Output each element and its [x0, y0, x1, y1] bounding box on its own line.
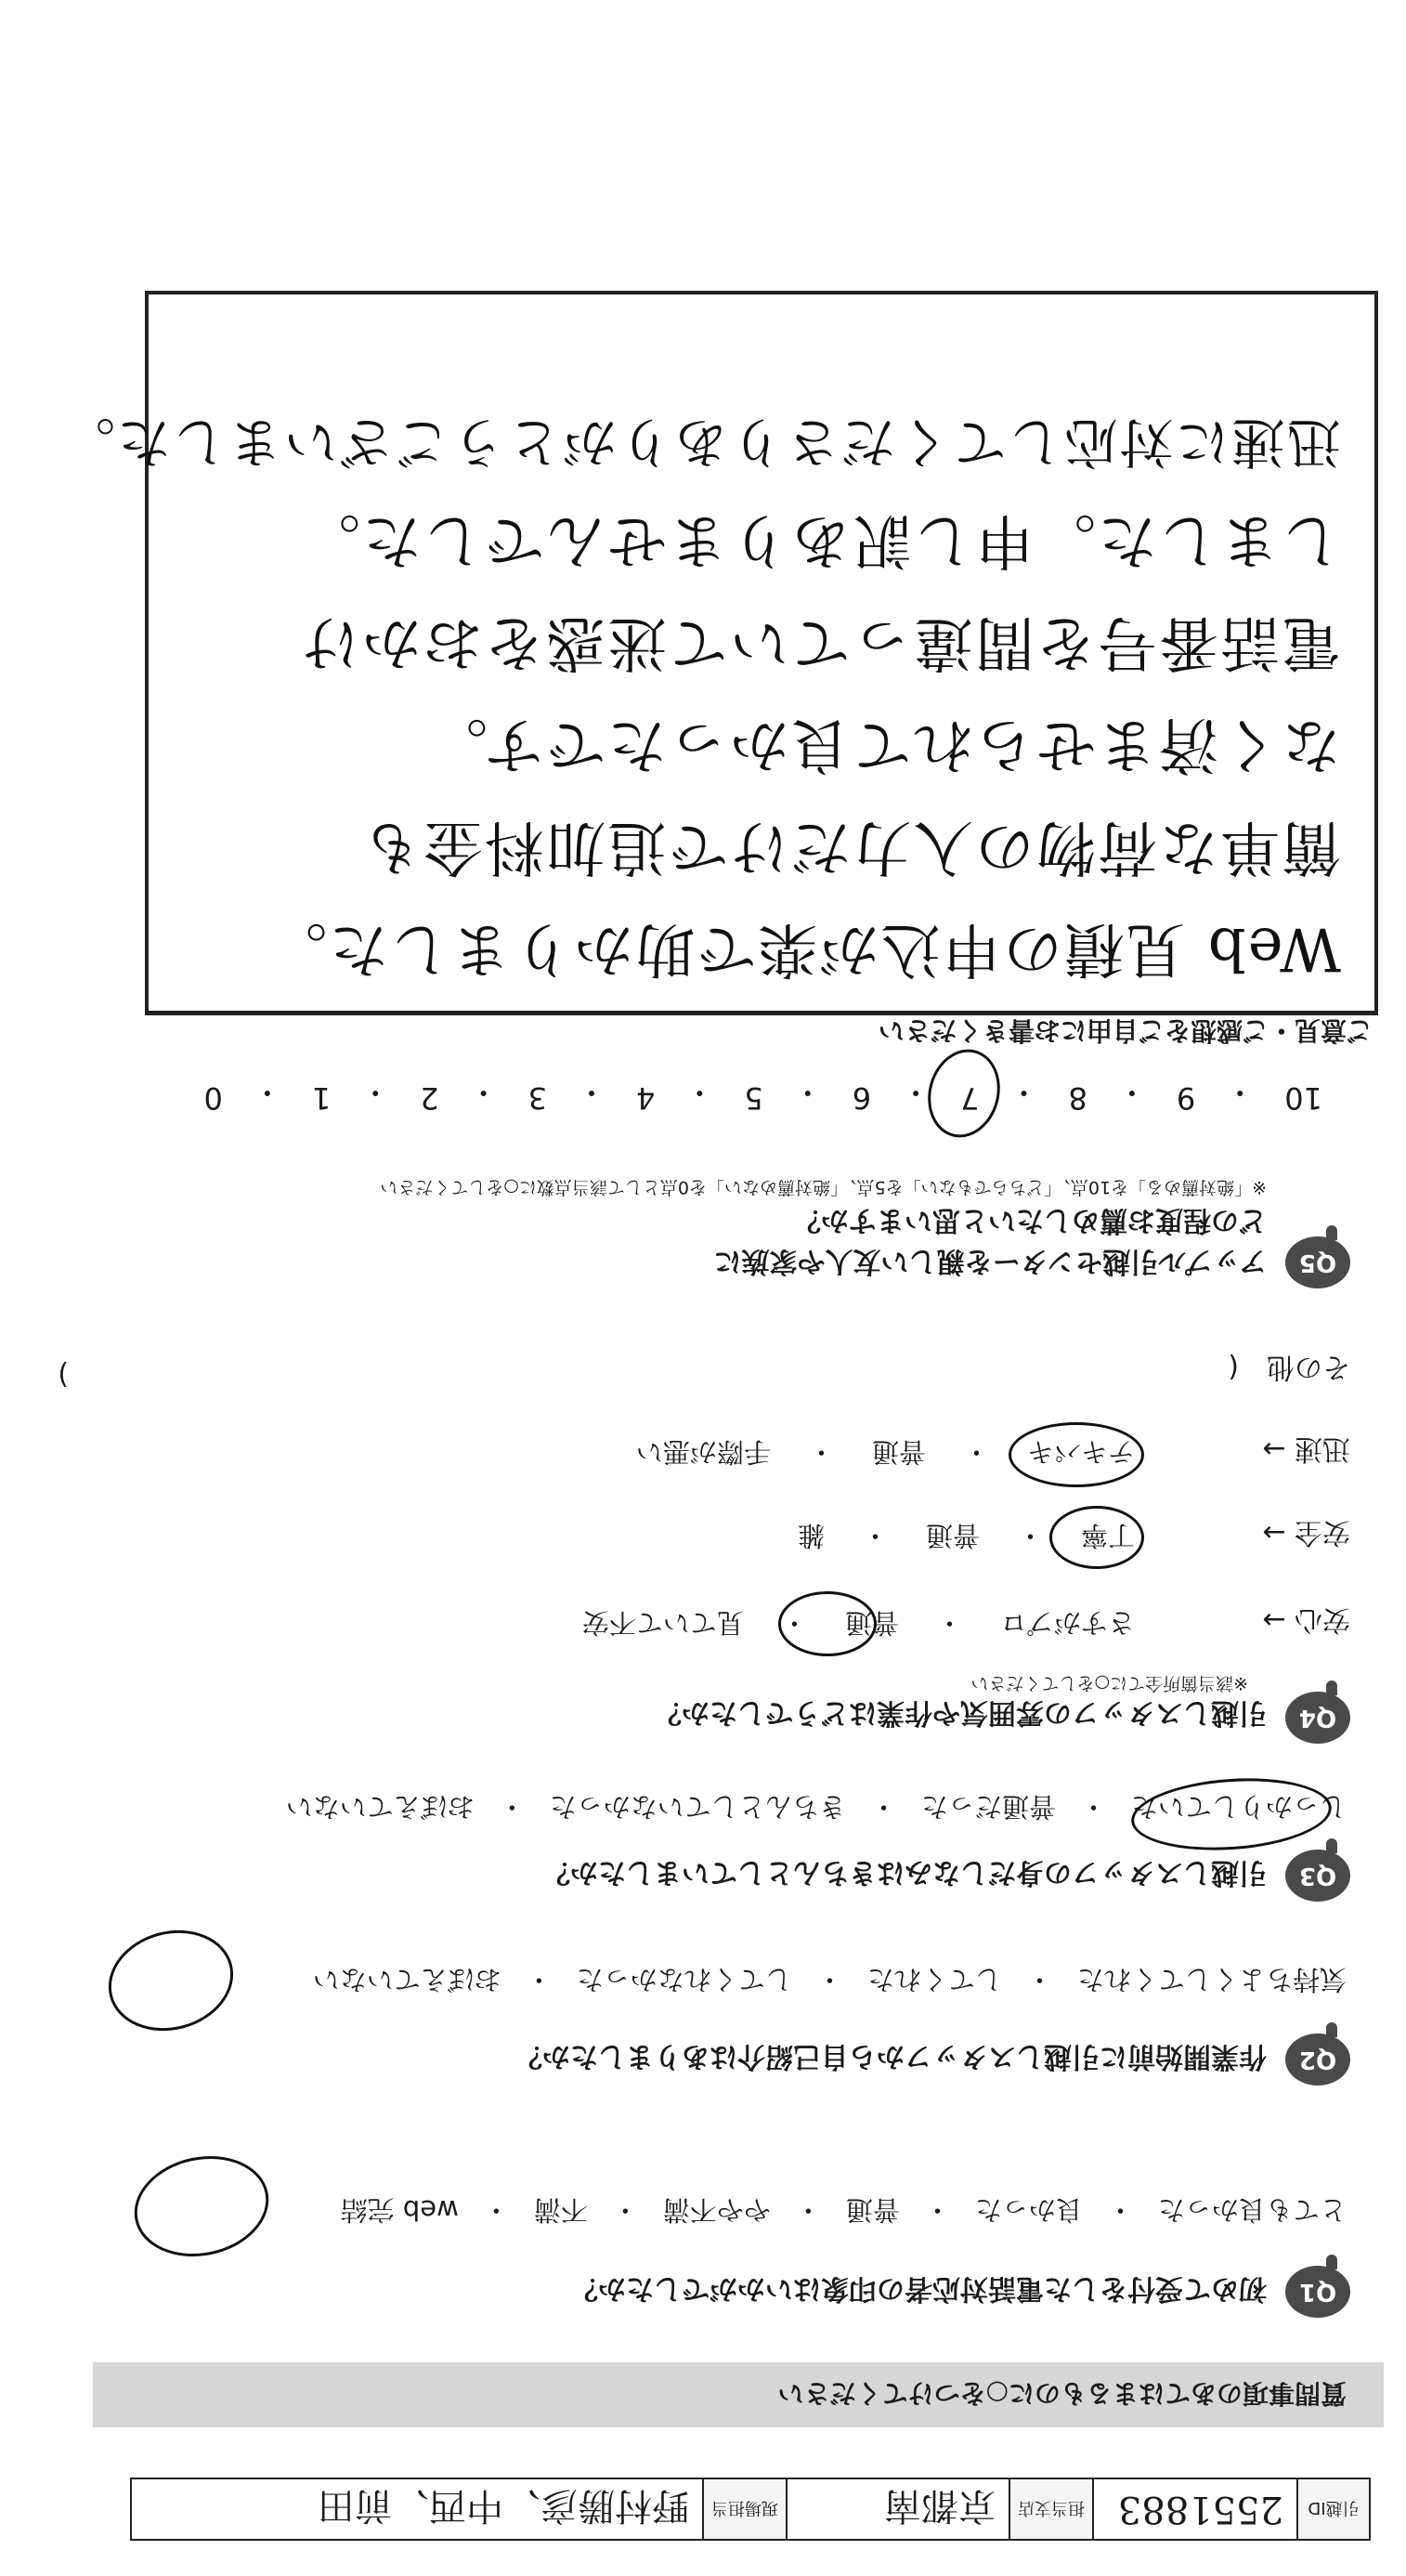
- q2-option[interactable]: してくれた: [866, 1964, 1002, 1995]
- q4-question: 引越しスタッフの雰囲気や作業はどうでしたか？: [654, 1696, 1267, 1729]
- q2-answer-circle: [98, 1916, 245, 2045]
- q4-other-close: ): [58, 1358, 69, 1391]
- comment-line: 電話番号を間違っていて迷惑をおかけ: [299, 608, 1341, 676]
- branch-label: 担当支店: [1009, 2479, 1092, 2539]
- q5-question-line1: アップル引越センターを親しい友人や家族に: [713, 1245, 1267, 1277]
- q5-badge: Q5: [1285, 1236, 1350, 1288]
- q1-option[interactable]: やや不満: [662, 2194, 771, 2226]
- q4-row1-option[interactable]: 見ていて不安: [581, 1607, 744, 1639]
- comment-line: なく済ませられて良かったです。: [426, 710, 1341, 778]
- q1-options: とても良かった ・ 良かった ・ 普通 ・ やや不満 ・ 不満 ・ web 完結: [341, 2192, 1347, 2230]
- q4-row2-option-selected[interactable]: 丁寧: [1080, 1520, 1135, 1551]
- instructions-banner: 質問事項のあてはまるものに○をつけてください: [93, 2362, 1384, 2427]
- q1-badge: Q1: [1285, 2266, 1350, 2318]
- comment-line: 迅速に対応してくださりありがとうございました。: [59, 411, 1341, 474]
- q2-option[interactable]: 気持ちよくしてくれた: [1076, 1964, 1347, 1995]
- id-value: 2551883: [1092, 2479, 1296, 2539]
- q1-question: 初めて受付をした電話対応者の印象はいかがでしたか？: [570, 2272, 1267, 2305]
- q5-score[interactable]: 1: [311, 1080, 332, 1116]
- q5-question-line2: どの程度お薦めしたいと思いますか？: [793, 1204, 1267, 1236]
- q4-other: その他 (: [1228, 1351, 1350, 1383]
- q4-row-options: さすがプロ ・ 普通 ・ 見ていて不安: [582, 1605, 1135, 1643]
- q4-note: ※該当箇所全てに○をしてください: [970, 1673, 1248, 1693]
- q2-question: 作業開始前に引越しスタッフから自己紹介はありましたか？: [514, 2040, 1267, 2073]
- q4-row2-option[interactable]: 普通: [925, 1520, 980, 1551]
- q5-score[interactable]: 10: [1284, 1080, 1322, 1116]
- staff-label: 現場担当: [702, 2479, 786, 2539]
- comments-title: ご意見・ご感想をご自由にお書きください: [878, 1015, 1373, 1046]
- q3-option[interactable]: 普通だった: [920, 1791, 1056, 1823]
- q5-score[interactable]: 7: [960, 1080, 980, 1116]
- q3-question: 引越しスタッフの身だしなみはきちんとしていましたか？: [542, 1856, 1267, 1889]
- q1-option[interactable]: 良かった: [974, 2194, 1083, 2226]
- q3-badge: Q3: [1285, 1850, 1350, 1902]
- q2-options: 気持ちよくしてくれた ・ してくれた ・ してくれなかった ・ おぼえていない: [313, 1962, 1347, 2000]
- branch-value: 京都南: [786, 2479, 1009, 2539]
- q4-row-label: 安心 →: [1262, 1603, 1350, 1636]
- q5-score[interactable]: 9: [1176, 1080, 1196, 1116]
- q3-option-selected[interactable]: しっかりしていた: [1130, 1791, 1347, 1823]
- q5-note: ※「絶対薦める」を10点、「どちらでもない」を5点、「絶対薦めない」を0点として該当点数に○をしてください: [380, 1177, 1267, 1197]
- q5-score[interactable]: 5: [744, 1080, 763, 1116]
- comment-line: しました。申し訳ありませんでした。: [299, 505, 1341, 574]
- q3-option[interactable]: おぼえていない: [285, 1791, 475, 1823]
- q4-row-options: テキパキ ・ 普通 ・ 手際が悪い: [636, 1434, 1135, 1472]
- q5-score-selected[interactable]: 8: [1068, 1080, 1087, 1116]
- q5-score[interactable]: 3: [527, 1080, 548, 1116]
- q5-scale: 10 ・ 9 ・ 8 ・ 7 ・ 6 ・ 5 ・ 4 ・ 3 ・ 2 ・ 1 ・ 0: [203, 1075, 1322, 1116]
- q5-score[interactable]: 4: [636, 1080, 656, 1116]
- q1-option[interactable]: とても良かった: [1157, 2194, 1347, 2226]
- q1-option-selected[interactable]: web 完結: [340, 2194, 459, 2226]
- q4-row1-option-selected[interactable]: 普通: [844, 1607, 899, 1639]
- q3-option[interactable]: きちんとしていなかった: [549, 1791, 846, 1823]
- q1-option[interactable]: 不満: [533, 2194, 588, 2226]
- q5-score[interactable]: 2: [420, 1080, 439, 1116]
- q3-options: しっかりしていた ・ 普通だった ・ きちんとしていなかった ・ おぼえていない: [286, 1789, 1347, 1827]
- q5-score[interactable]: 0: [203, 1080, 223, 1116]
- q4-row-label: 迅速 →: [1262, 1432, 1350, 1465]
- header-table: [130, 2478, 1371, 2541]
- q2-badge: Q2: [1285, 2033, 1350, 2086]
- q4-row-label: 安全 →: [1262, 1516, 1350, 1549]
- comment-line: 簡単な荷物の入力だけで追加料金も: [360, 812, 1341, 881]
- q4-row1-option[interactable]: さすがプロ: [999, 1607, 1135, 1639]
- q2-option-selected[interactable]: おぼえていない: [312, 1964, 501, 1995]
- q2-option[interactable]: してくれなかった: [576, 1964, 792, 1995]
- q4-row3-option[interactable]: 手際が悪い: [635, 1436, 771, 1468]
- q4-row3-option[interactable]: 普通: [871, 1436, 926, 1468]
- q4-badge: Q4: [1285, 1692, 1350, 1744]
- q4-row2-option[interactable]: 雑: [797, 1520, 825, 1551]
- q1-answer-circle: [125, 2144, 279, 2269]
- id-label: 引越ID: [1296, 2479, 1371, 2539]
- staff-value: 野村勝彦、中西、前田: [130, 2479, 702, 2539]
- q5-score[interactable]: 6: [852, 1080, 872, 1116]
- q4-row3-option-selected[interactable]: テキパキ: [1026, 1436, 1135, 1468]
- comment-line: Web 見積の申込が楽で助かりました。: [266, 914, 1341, 983]
- q4-row-options: 丁寧 ・ 普通 ・ 雑: [798, 1518, 1135, 1556]
- q1-option[interactable]: 普通: [845, 2194, 900, 2226]
